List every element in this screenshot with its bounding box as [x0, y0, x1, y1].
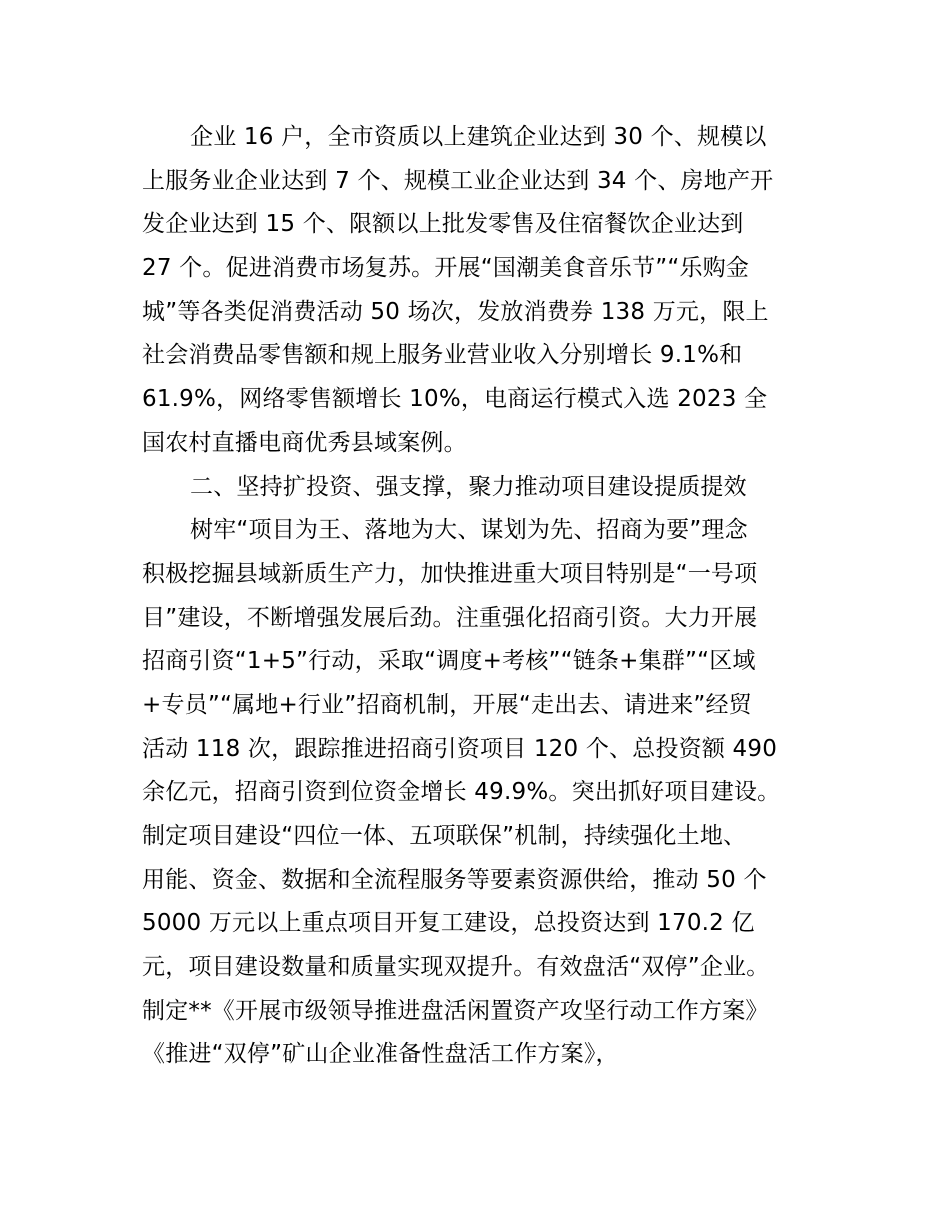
text-line: 树牢“项目为王、落地为大、谋划为先、招商为要”理念 [190, 517, 748, 544]
text-line: 《推进“双停”矿山企业准备性盘活工作方案》， [142, 1041, 619, 1068]
paragraph-consumption [142, 116, 832, 466]
text-line: 61.9%，网络零售额增长 10%，电商运行模式入选 2023 全 [142, 386, 768, 413]
text-line: 余亿元，招商引资到位资金增长 49.9%。突出抓好项目建设。 [142, 779, 781, 806]
text-line: 国农村直播电商优秀县域案例。 [142, 429, 467, 456]
text-line: 发企业达到 15 个、限额以上批发零售及住宿餐饮企业达到 [142, 211, 744, 238]
section-heading: 二、坚持扩投资、强支撑，聚力推动项目建设提质提效 [190, 473, 747, 500]
text-line: 积极挖掘县域新质生产力，加快推进重大项目特别是“一号项 [142, 560, 758, 587]
document-body [142, 116, 832, 1077]
text-line: 元，项目建设数量和质量实现双提升。有效盘活“双停”企业。 [142, 954, 770, 981]
text-line: 社会消费品零售额和规上服务业营业收入分别增长 9.1%和 [142, 342, 743, 369]
text-line: 27 个。促进消费市场复苏。开展“国潮美食音乐节”“乐购金 [142, 255, 750, 282]
text-line: 城”等各类促消费活动 50 场次，发放消费券 138 万元，限上 [142, 298, 769, 325]
text-line: 招商引资“1+5”行动，采取“调度+考核”“链条+集群”“区域 [142, 648, 756, 675]
text-line: 制定**《开展市级领导推进盘活闲置资产攻坚行动工作方案》 [142, 997, 769, 1024]
text-line: 用能、资金、数据和全流程服务等要素资源供给，推动 50 个 [142, 866, 767, 893]
text-line: +专员”“属地+行业”招商机制，开展“走出去、请进来”经贸 [142, 691, 752, 718]
text-line: 活动 118 次，跟踪推进招商引资项目 120 个、总投资额 490 [142, 735, 778, 762]
text-line: 上服务业企业达到 7 个、规模工业企业达到 34 个、房地产开 [142, 167, 774, 194]
text-line: 企业 16 户，全市资质以上建筑企业达到 30 个、规模以 [190, 124, 767, 150]
text-line: 目”建设，不断增强发展后劲。注重强化招商引资。大力开展 [142, 604, 758, 631]
text-line: 5000 万元以上重点项目开复工建设，总投资达到 170.2 亿 [142, 910, 755, 937]
paragraph-investment [142, 509, 832, 1077]
text-line: 制定项目建设“四位一体、五项联保”机制，持续强化土地、 [142, 823, 747, 849]
